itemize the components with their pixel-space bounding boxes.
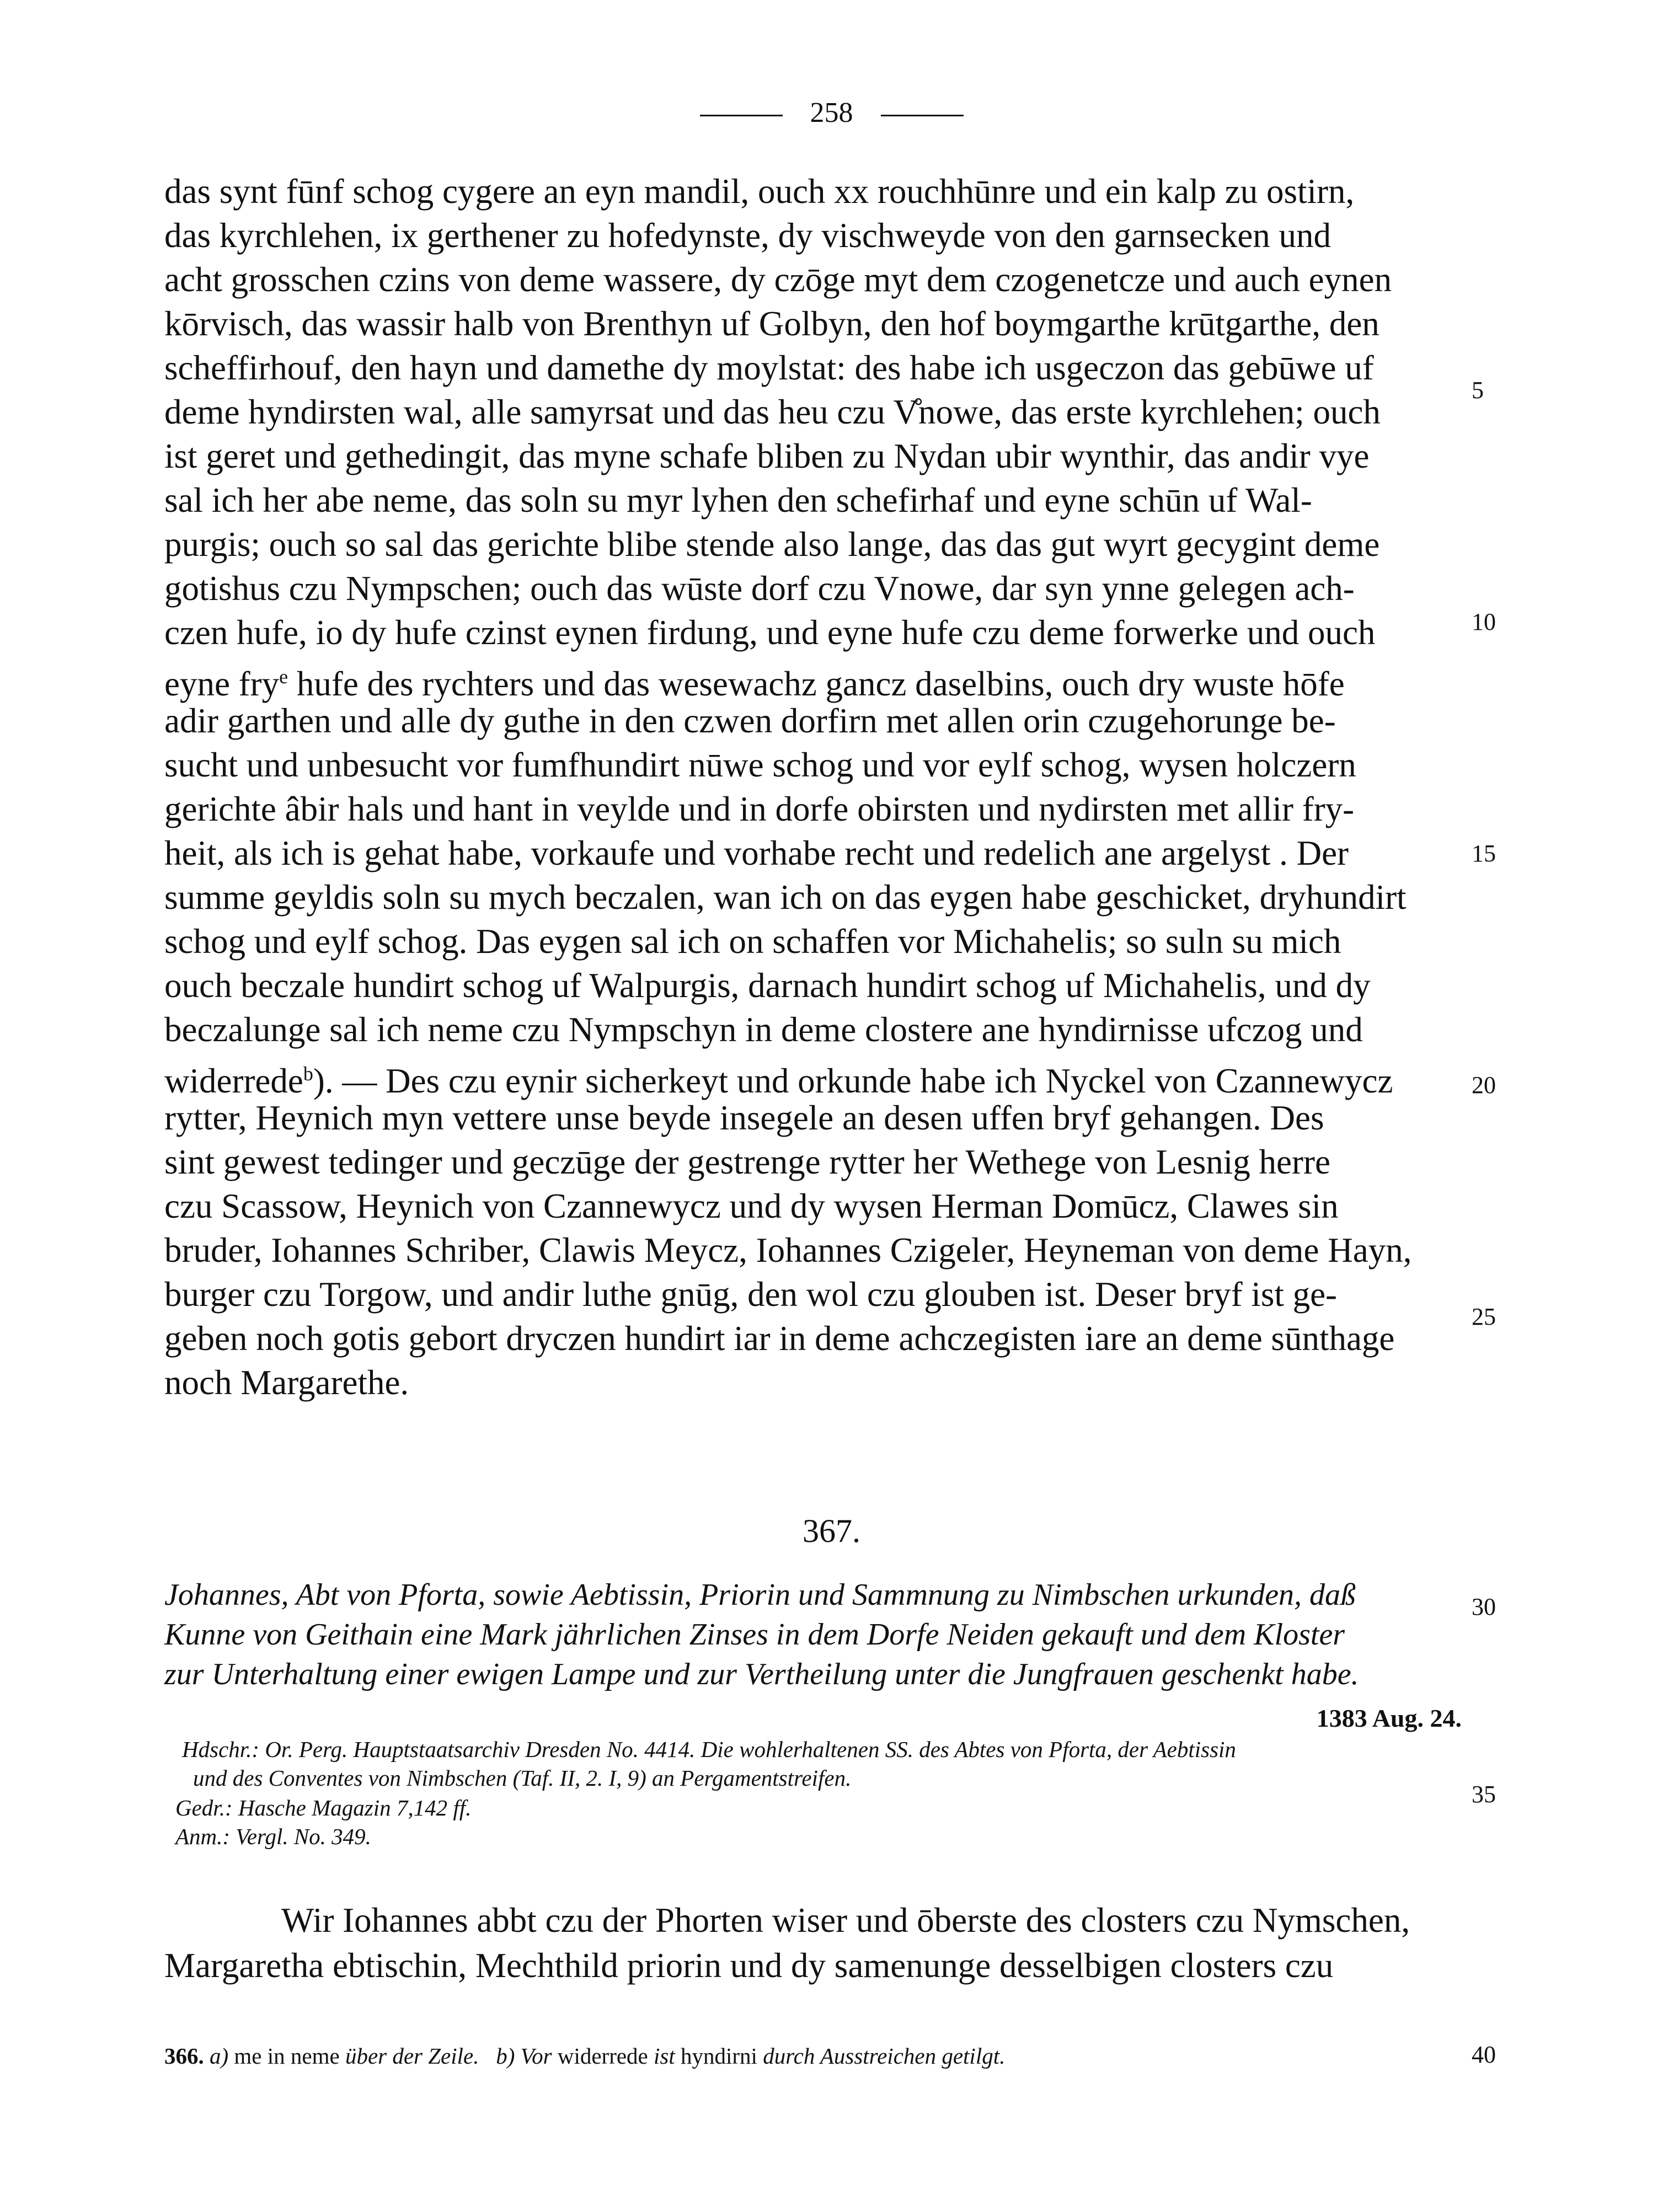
footnote-text: widerrede: [552, 2043, 654, 2069]
text-line: schog und eylf schog. Das eygen sal ich on schaffen vor Michahelis; so suln su mich: [164, 922, 1341, 961]
line-number: 15: [1472, 840, 1496, 867]
line-number: 20: [1472, 1072, 1496, 1099]
text-line: deme hyndirsten wal, alle samyrsat und das heu czu V̊nowe, das erste kyrchlehen; ouch: [164, 393, 1381, 431]
text-line: noch Margarethe.: [164, 1363, 409, 1402]
line-number: 5: [1472, 377, 1484, 404]
superscript-mark: e: [279, 666, 288, 688]
document-date: 1383 Aug. 24.: [1316, 1704, 1462, 1732]
footnote-text: me in neme: [228, 2043, 345, 2069]
text-line: heit, als ich is gehat habe, vorkaufe und vorhabe recht und redelich ane argelyst . Der: [164, 834, 1349, 872]
text-line: acht grosschen czins von deme wassere, dy czōge myt dem czogenetcze und auch eynen: [164, 260, 1392, 299]
text-line: sucht und unbesucht vor fumfhundirt nūwe schog und vor eylf schog, wysen holczern: [164, 746, 1356, 784]
text-line: sal ich her abe neme, das soln su myr lyhen den schefirhaf und eyne schūn uf Wal-: [164, 481, 1312, 519]
page-header: [0, 97, 1663, 129]
line-number: 10: [1472, 608, 1496, 635]
text-line: burger czu Torgow, und andir luthe gnūg, den wol czu glouben ist. Deser bryf ist ge-: [164, 1275, 1338, 1314]
text-line: scheffirhouf, den hayn und damethe dy moylstat: des habe ich usgeczon das gebūwe uf: [164, 349, 1374, 387]
header-rule-left: [700, 115, 783, 116]
footnote-mark: b: [303, 1063, 313, 1085]
text-line: kōrvisch, das wassir halb von Brenthyn uf Golbyn, den hof boymgarthe krūtgarthe, den: [164, 304, 1379, 343]
text-line: czu Scassow, Heynich von Czannewycz und dy wysen Herman Domūcz, Clawes sin: [164, 1187, 1339, 1225]
footnote: [164, 2043, 1005, 2069]
line-number: 40: [1472, 2041, 1496, 2068]
text-line: ist geret und gethedingit, das myne schafe bliben zu Nydan ubir wynthir, das andir vye: [164, 437, 1370, 475]
footnote-label-b: b) Vor: [496, 2043, 552, 2069]
text-line: geben noch gotis gebort dryczen hundirt iar in deme achczegisten iare an deme sūnthage: [164, 1319, 1395, 1358]
apparatus-line: und des Conventes von Nimbschen (Taf. II, 2. I, 9) an Pergamentstreifen.: [193, 1765, 852, 1791]
text-line: gerichte âbir hals und hant in veylde und in dorfe obirsten und nydirsten met allir fry-: [164, 790, 1355, 828]
regest-line: Johannes, Abt von Pforta, sowie Aebtissin, Priorin und Sammnung zu Nimbschen urkunden, daß: [164, 1578, 1356, 1612]
regest-line: Kunne von Geithain eine Mark jährlichen Zinses in dem Dorfe Neiden gekauft und dem Kloster: [164, 1618, 1345, 1652]
text-line: purgis; ouch so sal das gerichte blibe stende also lange, das das gut wyrt gecygint deme: [164, 525, 1380, 564]
text-line: czen hufe, io dy hufe czinst eynen firdung, und eyne hufe czu deme forwerke und ouch: [164, 613, 1376, 652]
footnote-text: ist: [654, 2043, 675, 2069]
text-line: rytter, Heynich myn vettere unse beyde insegele an desen uffen bryf gehangen. Des: [164, 1099, 1324, 1137]
text-fragment: hufe des rychters und das wesewachz gancz daselbins, ouch dry wuste hōfe: [288, 665, 1345, 703]
line-number: 30: [1472, 1593, 1496, 1620]
text-fragment: eyne fry: [164, 665, 280, 703]
text-line: ouch beczale hundirt schog uf Walpurgis, darnach hundirt schog uf Michahelis, und dy: [164, 966, 1371, 1005]
text-fragment: ). — Des czu eynir sicherkeyt und orkunde habe ich Nyckel von Czannewycz: [313, 1062, 1393, 1100]
apparatus-line: Gedr.: Hasche Magazin 7,142 ff.: [175, 1795, 472, 1820]
text-fragment: widerrede: [164, 1062, 303, 1100]
apparatus-line: Hdschr.: Or. Perg. Hauptstaatsarchiv Dresden No. 4414. Die wohlerhaltenen SS. des Abtes von Pforta, der Aebtissin: [182, 1737, 1236, 1762]
document-number: 367.: [803, 1513, 860, 1549]
text-line: bruder, Iohannes Schriber, Clawis Meycz, Iohannes Czigeler, Heyneman von deme Hayn,: [164, 1231, 1412, 1270]
header-rule-right: [881, 115, 964, 116]
footnote-label-a: a): [210, 2043, 229, 2069]
apparatus-line: Anm.: Vergl. No. 349.: [175, 1824, 371, 1849]
text-line: beczalunge sal ich neme czu Nympschyn in deme clostere ane hyndirnisse ufczog und: [164, 1010, 1363, 1049]
line-number: 25: [1472, 1303, 1496, 1330]
text-line: adir garthen und alle dy guthe in den czwen dorfirn met allen orin czugehorunge be-: [164, 701, 1336, 740]
text-line: das synt fūnf schog cygere an eyn mandil, ouch xx rouchhūnre und ein kalp zu ostirn,: [164, 172, 1355, 211]
page-number: 258: [810, 97, 853, 128]
body-line: Wir Iohannes abbt czu der Phorten wiser und ōberste des closters czu Nymschen,: [281, 1901, 1410, 1940]
text-line: summe geyldis soln su mych beczalen, wan ich on das eygen habe geschicket, dryhundirt: [164, 878, 1407, 917]
body-line: Margaretha ebtischin, Mechthild priorin und dy samenunge desselbigen closters czu: [164, 1946, 1334, 1985]
text-line: sint gewest tedinger und geczūge der gestrenge rytter her Wethege von Lesnig herre: [164, 1143, 1330, 1181]
text-line: gotishus czu Nympschen; ouch das wūste dorf czu Vnowe, dar syn ynne gelegen ach-: [164, 569, 1355, 608]
text-line: das kyrchlehen, ix gerthener zu hofedynste, dy vischweyde von den garnsecken und: [164, 216, 1332, 255]
regest-line: zur Unterhaltung einer ewigen Lampe und zur Vertheilung unter die Jungfrauen geschenkt habe.: [164, 1657, 1359, 1691]
footnote-text: hyndirni: [675, 2043, 763, 2069]
footnote-text: über der Zeile.: [345, 2043, 479, 2069]
line-number: 35: [1472, 1781, 1496, 1808]
footnote-text: durch Ausstreichen getilgt.: [763, 2043, 1006, 2069]
footnote-ref: 366.: [164, 2043, 204, 2069]
